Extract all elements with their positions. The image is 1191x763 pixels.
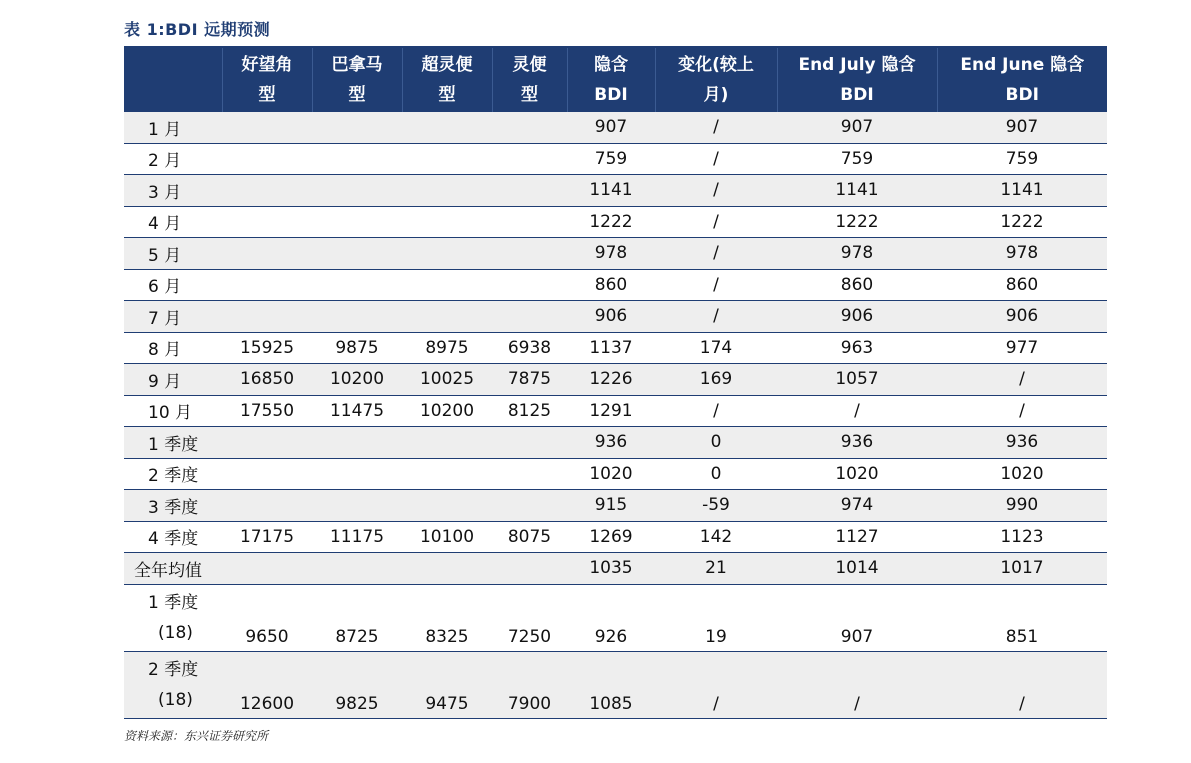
table-cell: 8975: [402, 332, 492, 364]
table-cell: [402, 490, 492, 522]
table-cell: 9475: [402, 651, 492, 718]
table-cell: 907: [937, 112, 1107, 143]
header-cell-label: [124, 47, 222, 112]
table-cell: 1123: [937, 521, 1107, 553]
table-cell: 7900: [492, 651, 567, 718]
row-label: 10 月: [124, 395, 222, 427]
row-label: 4 季度: [124, 521, 222, 553]
table-cell: /: [937, 364, 1107, 396]
row-label: 全年均值: [124, 553, 222, 585]
table-cell: 851: [937, 584, 1107, 651]
row-label: 5 月: [124, 238, 222, 270]
table-cell: [312, 143, 402, 175]
row-label: 3 季度: [124, 490, 222, 522]
table-cell: [492, 553, 567, 585]
table-cell: 1127: [777, 521, 937, 553]
table-row: [124, 143, 1107, 175]
row-label: 2 月: [124, 143, 222, 175]
table-cell: 860: [937, 269, 1107, 301]
table-row: [124, 238, 1107, 270]
header-line-2: 型: [348, 85, 366, 105]
table-cell: [402, 143, 492, 175]
header-line-2: 型: [438, 85, 456, 105]
row-label: 4 月: [124, 206, 222, 238]
table-cell: 8725: [312, 584, 402, 651]
row-label: 1 季度: [124, 427, 222, 459]
table-cell: 1141: [937, 175, 1107, 207]
row-label-line-1: 1 季度: [148, 592, 199, 613]
table-cell: 1141: [567, 175, 655, 207]
header-line-1: End June 隐含: [960, 55, 1085, 75]
table-cell: /: [937, 395, 1107, 427]
table-cell: 977: [937, 332, 1107, 364]
table-cell: /: [655, 395, 777, 427]
table-cell: 1020: [937, 458, 1107, 490]
table-cell: 12600: [222, 651, 312, 718]
table-cell: 759: [937, 143, 1107, 175]
table-cell: [492, 238, 567, 270]
table-cell: [402, 269, 492, 301]
table-cell: 10025: [402, 364, 492, 396]
row-label: 1 月: [124, 112, 222, 143]
table-cell: 17175: [222, 521, 312, 553]
table-cell: 10200: [402, 395, 492, 427]
table-cell: [312, 238, 402, 270]
table-cell: /: [655, 651, 777, 718]
table-cell: 1269: [567, 521, 655, 553]
table-cell: [402, 427, 492, 459]
table-cell: [222, 427, 312, 459]
table-cell: /: [937, 651, 1107, 718]
table-cell: 9825: [312, 651, 402, 718]
table-cell: 1057: [777, 364, 937, 396]
header-cell-panamax: [312, 47, 402, 112]
row-label: 8 月: [124, 332, 222, 364]
table-cell: 1020: [567, 458, 655, 490]
table-row: [124, 458, 1107, 490]
table-cell: 1226: [567, 364, 655, 396]
header-line-2: BDI: [594, 85, 628, 105]
table-cell: /: [655, 175, 777, 207]
row-label: 2 季度: [124, 458, 222, 490]
header-line-1: 超灵便: [421, 55, 473, 75]
table-cell: [402, 553, 492, 585]
header-line-2: BDI: [1005, 85, 1039, 105]
table-cell: 860: [567, 269, 655, 301]
table-cell: /: [777, 395, 937, 427]
table-cell: 9650: [222, 584, 312, 651]
table-cell: 1141: [777, 175, 937, 207]
table-cell: [312, 206, 402, 238]
table-cell: 906: [777, 301, 937, 333]
table-row: [124, 301, 1107, 333]
table-cell: 169: [655, 364, 777, 396]
table-cell: [222, 206, 312, 238]
table-cell: /: [655, 143, 777, 175]
header-line-1: End July 隐含: [798, 55, 916, 75]
row-label-line-2: (18): [158, 689, 193, 710]
table-cell: 17550: [222, 395, 312, 427]
table-cell: [402, 238, 492, 270]
table-cell: 21: [655, 553, 777, 585]
table-cell: [402, 458, 492, 490]
table-cell: [402, 206, 492, 238]
header-cell-end-july: [777, 47, 937, 112]
table-cell: 0: [655, 427, 777, 459]
table-cell: 990: [937, 490, 1107, 522]
header-cell-change: [655, 47, 777, 112]
header-line-1: 灵便: [512, 55, 547, 75]
row-label: 7 月: [124, 301, 222, 333]
table-row: [124, 651, 1107, 718]
row-label: [124, 651, 222, 718]
row-label: 9 月: [124, 364, 222, 396]
table-cell: 906: [937, 301, 1107, 333]
table-cell: 10200: [312, 364, 402, 396]
header-cell-implied-bdi: [567, 47, 655, 112]
table-cell: [222, 175, 312, 207]
table-cell: 10100: [402, 521, 492, 553]
header-line-1: 隐含: [594, 55, 628, 75]
table-cell: [222, 458, 312, 490]
table-cell: [492, 175, 567, 207]
table-cell: 8075: [492, 521, 567, 553]
table-row: [124, 332, 1107, 364]
table-cell: 974: [777, 490, 937, 522]
header-line-2: 型: [258, 85, 276, 105]
table-cell: 11175: [312, 521, 402, 553]
table-row: [124, 175, 1107, 207]
table-cell: 1222: [567, 206, 655, 238]
table-cell: /: [655, 112, 777, 143]
table-header-row: [124, 47, 1107, 112]
table-row: [124, 521, 1107, 553]
table-cell: 978: [937, 238, 1107, 270]
table-cell: 1222: [937, 206, 1107, 238]
header-line-1: 变化(较上: [678, 55, 754, 75]
table-cell: [492, 269, 567, 301]
table-cell: 16850: [222, 364, 312, 396]
table-cell: 907: [567, 112, 655, 143]
header-cell-capesize: [222, 47, 312, 112]
table-cell: 978: [567, 238, 655, 270]
row-label-line-1: 2 季度: [148, 659, 199, 680]
table-cell: /: [655, 269, 777, 301]
table-cell: [402, 175, 492, 207]
header-line-1: 巴拿马: [331, 55, 383, 75]
table-cell: 174: [655, 332, 777, 364]
table-cell: [312, 427, 402, 459]
table-cell: 1020: [777, 458, 937, 490]
header-line-2: 月): [703, 85, 729, 105]
header-cell-end-june: [937, 47, 1107, 112]
table-cell: [312, 553, 402, 585]
table-cell: [312, 269, 402, 301]
table-cell: -59: [655, 490, 777, 522]
table-cell: 926: [567, 584, 655, 651]
header-cell-handysize: [492, 47, 567, 112]
row-label: [124, 584, 222, 651]
table-cell: 0: [655, 458, 777, 490]
table-cell: [492, 490, 567, 522]
table-cell: 907: [777, 584, 937, 651]
table-cell: [312, 458, 402, 490]
table-cell: 936: [777, 427, 937, 459]
table-cell: 19: [655, 584, 777, 651]
row-label: 3 月: [124, 175, 222, 207]
table-cell: [222, 553, 312, 585]
table-title: 表 1:BDI 远期预测: [124, 20, 271, 39]
table-cell: 15925: [222, 332, 312, 364]
row-label: 6 月: [124, 269, 222, 301]
table-cell: /: [655, 206, 777, 238]
table-cell: 142: [655, 521, 777, 553]
table-row: [124, 553, 1107, 585]
table-cell: 1085: [567, 651, 655, 718]
header-cell-supramax: [402, 47, 492, 112]
table-cell: 1017: [937, 553, 1107, 585]
table-cell: [492, 206, 567, 238]
bdi-forecast-table: [124, 46, 1107, 719]
table-cell: [222, 238, 312, 270]
table-cell: [492, 301, 567, 333]
table-cell: 906: [567, 301, 655, 333]
table-row: [124, 364, 1107, 396]
source-note: 资料来源：东兴证券研究所: [124, 729, 269, 743]
table-cell: [312, 301, 402, 333]
table-cell: 1137: [567, 332, 655, 364]
table-cell: 1035: [567, 553, 655, 585]
table-cell: [222, 269, 312, 301]
table-cell: 759: [567, 143, 655, 175]
table-cell: /: [655, 301, 777, 333]
table-row: [124, 206, 1107, 238]
table-cell: [312, 490, 402, 522]
table-cell: [492, 112, 567, 143]
table-cell: 11475: [312, 395, 402, 427]
header-line-2: 型: [521, 85, 538, 105]
table-cell: /: [655, 238, 777, 270]
table-cell: 1291: [567, 395, 655, 427]
table-cell: 978: [777, 238, 937, 270]
table-cell: [492, 143, 567, 175]
table-cell: 759: [777, 143, 937, 175]
table-row: [124, 112, 1107, 143]
table-cell: 1014: [777, 553, 937, 585]
table-cell: 936: [937, 427, 1107, 459]
table-cell: [492, 427, 567, 459]
table-row: [124, 269, 1107, 301]
table-cell: 936: [567, 427, 655, 459]
table-cell: [222, 112, 312, 143]
table-cell: 1222: [777, 206, 937, 238]
table-cell: 915: [567, 490, 655, 522]
table-cell: [402, 301, 492, 333]
table-cell: [492, 458, 567, 490]
table-cell: 963: [777, 332, 937, 364]
table-cell: [312, 112, 402, 143]
table-cell: [222, 301, 312, 333]
table-cell: /: [777, 651, 937, 718]
table-row: [124, 584, 1107, 651]
table-row: [124, 395, 1107, 427]
table-cell: 6938: [492, 332, 567, 364]
table-cell: 7250: [492, 584, 567, 651]
header-line-2: BDI: [840, 85, 874, 105]
table-cell: [402, 112, 492, 143]
table-cell: 7875: [492, 364, 567, 396]
table-cell: 907: [777, 112, 937, 143]
table-cell: 9875: [312, 332, 402, 364]
table-cell: [222, 490, 312, 522]
table-cell: 8125: [492, 395, 567, 427]
table-cell: [312, 175, 402, 207]
table-cell: [222, 143, 312, 175]
header-line-1: 好望角: [241, 55, 293, 75]
row-label-line-2: (18): [158, 622, 193, 643]
table-row: [124, 490, 1107, 522]
table-cell: 860: [777, 269, 937, 301]
table-row: [124, 427, 1107, 459]
table-cell: 8325: [402, 584, 492, 651]
